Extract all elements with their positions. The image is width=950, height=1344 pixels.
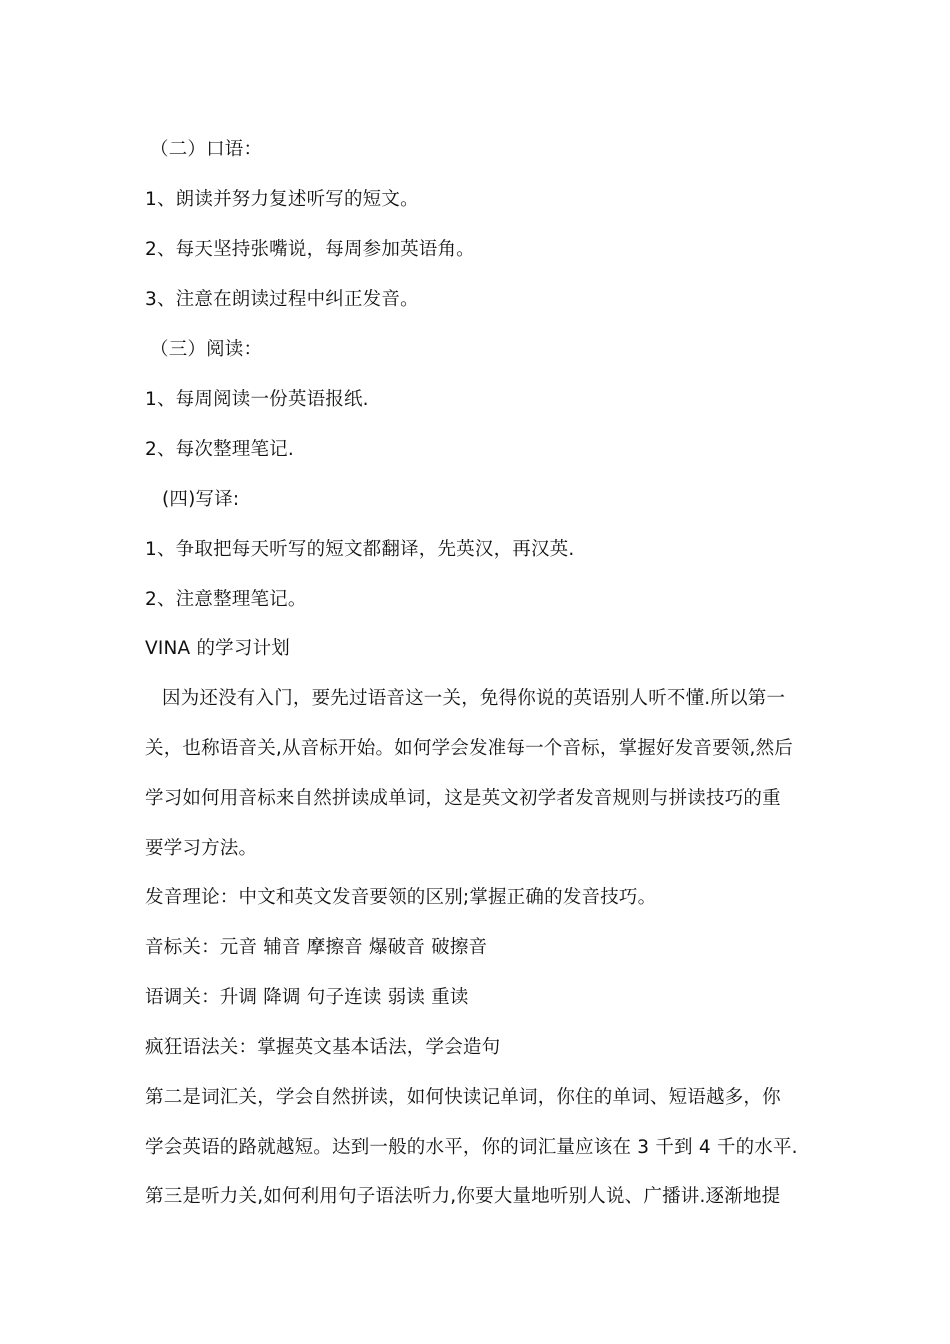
paragraph-line: 第三是听力关,如何利用句子语法听力,你要大量地听别人说、广播讲.逐渐地提 (145, 1186, 781, 1207)
paragraph-line: 学习如何用音标来自然拼读成单词，这是英文初学者发音规则与拼读技巧的重 (145, 788, 781, 809)
list-item: 3、注意在朗读过程中纠正发音。 (145, 289, 419, 310)
intonation-line: 语调关：升调 降调 句子连读 弱读 重读 (145, 987, 469, 1008)
list-item: 2、每天坚持张嘴说，每周参加英语角。 (145, 239, 475, 260)
section-heading-speaking: （二）口语： (150, 139, 263, 160)
list-item: 1、争取把每天听写的短文都翻译，先英汉，再汉英. (145, 539, 575, 560)
list-item: 1、朗读并努力复述听写的短文。 (145, 189, 419, 210)
plan-title: VINA 的学习计划 (145, 638, 290, 659)
section-heading-reading: （三）阅读： (150, 339, 263, 360)
phonetic-symbols-line: 音标关：元音 辅音 摩擦音 爆破音 破擦音 (145, 937, 488, 958)
section-heading-writing: (四)写译: (162, 489, 240, 510)
pronunciation-theory-line: 发音理论：中文和英文发音要领的区别;掌握正确的发音技巧。 (145, 887, 657, 908)
list-item: 2、注意整理笔记。 (145, 589, 307, 610)
paragraph-line: 因为还没有入门，要先过语音这一关，免得你说的英语别人听不懂.所以第一 (162, 688, 786, 709)
list-item: 2、每次整理笔记. (145, 439, 294, 460)
paragraph-line: 关，也称语音关,从音标开始。如何学会发准每一个音标，掌握好发音要领,然后 (145, 738, 793, 759)
paragraph-line: 学会英语的路就越短。达到一般的水平，你的词汇量应该在 3 千到 4 千的水平. (145, 1137, 798, 1158)
list-item: 1、每周阅读一份英语报纸. (145, 389, 369, 410)
grammar-line: 疯狂语法关：掌握英文基本话法，学会造句 (145, 1037, 501, 1058)
paragraph-line: 第二是词汇关，学会自然拼读，如何快读记单词，你住的单词、短语越多，你 (145, 1087, 781, 1108)
paragraph-line: 要学习方法。 (145, 838, 258, 859)
